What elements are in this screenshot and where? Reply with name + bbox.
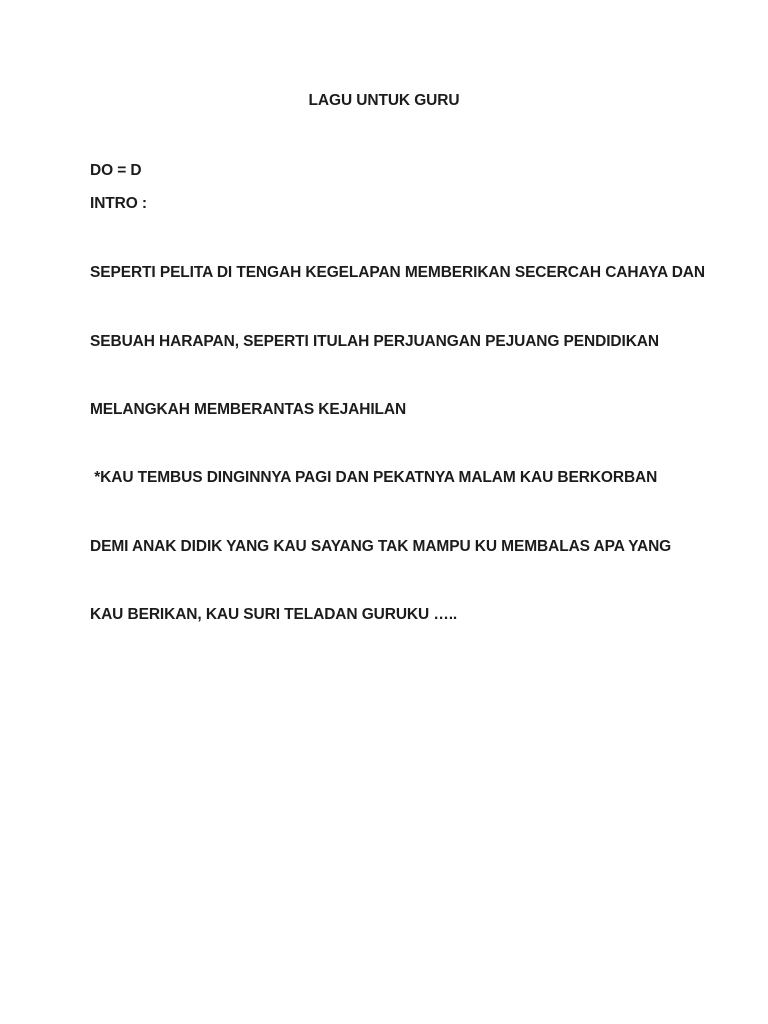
song-title: LAGU UNTUK GURU [308, 92, 460, 109]
lyric-line: KAU BERIKAN, KAU SURI TELADAN GURUKU ….. [90, 606, 458, 623]
intro-label: INTRO : [90, 195, 147, 212]
lyric-line: MELANGKAH MEMBERANTAS KEJAHILAN [90, 401, 407, 418]
lyric-line: SEBUAH HARAPAN, SEPERTI ITULAH PERJUANGAN PEJUANG PENDIDIKAN [90, 333, 659, 350]
lyric-line: *KAU TEMBUS DINGINNYA PAGI DAN PEKATNYA MALAM KAU BERKORBAN [90, 469, 658, 486]
lyric-line: DEMI ANAK DIDIK YANG KAU SAYANG TAK MAMPU KU MEMBALAS APA YANG [90, 538, 672, 555]
lyric-line: SEPERTI PELITA DI TENGAH KEGELAPAN MEMBERIKAN SECERCAH CAHAYA DAN [90, 264, 705, 281]
key-signature-line: DO = D [90, 162, 142, 179]
